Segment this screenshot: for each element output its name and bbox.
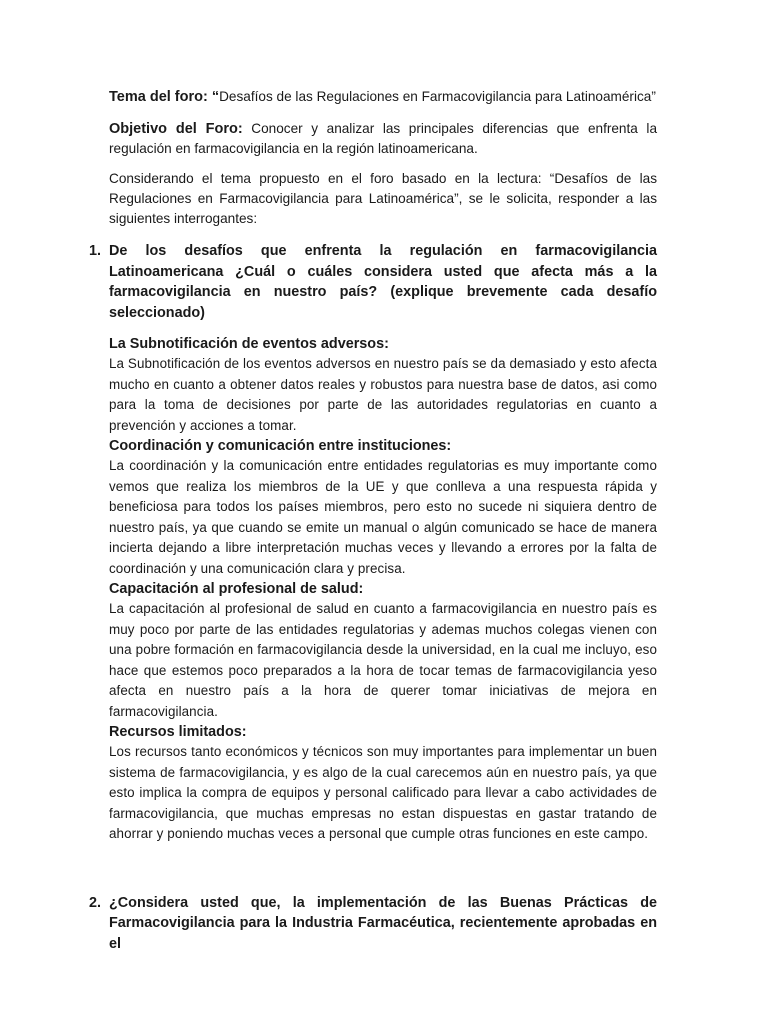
question-number: 1.	[89, 243, 102, 259]
answer-section	[109, 436, 657, 579]
forum-objective-label: Objetivo del Foro:	[109, 121, 243, 137]
section-title: Capacitación al profesional de salud:	[109, 581, 364, 597]
question-2	[89, 893, 657, 955]
answer-section	[109, 334, 657, 436]
answer-section	[109, 722, 657, 845]
forum-topic	[109, 86, 657, 107]
answer-section	[109, 579, 657, 722]
forum-topic-text: Desafíos de las Regulaciones en Farmacovigilancia para Latinoamérica”	[219, 89, 656, 104]
question-text: De los desafíos que enfrenta la regulación en farmacovigilancia Latinoamericana ¿Cuál o cuáles considera usted que afecta más a la farmacovigilancia en nuestro país? (explique brevemente cada desafío seleccionado)	[109, 243, 657, 321]
forum-objective	[109, 119, 657, 159]
question-number: 2.	[89, 894, 102, 911]
forum-intro: Considerando el tema propuesto en el foro basado en la lectura: “Desafíos de las Regulaciones en Farmacovigilancia para Latinoamérica”, se le solicita, responder a las siguientes interrogantes:	[109, 171, 657, 226]
section-body: La capacitación al profesional de salud en cuanto a farmacovigilancia en nuestro país es muy poco por parte de las entidades regulatorias y ademas muchos colegas vienen con una pobre formación en farmacovigilancia desde la universidad, en la cual me incluyo, eso hace que estemos poco preparados a la hora de tocar temas de farmacovigilancia yeso afecta en nuestro país a la hora de querer tomar iniciativas de mejora en farmacovigilancia.	[109, 601, 657, 719]
question-1	[89, 241, 657, 323]
section-title: Coordinación y comunicación entre instituciones:	[109, 438, 452, 454]
section-title: La Subnotificación de eventos adversos:	[109, 336, 389, 352]
section-body: La Subnotificación de los eventos adversos en nuestro país se da demasiado y esto afecta mucho en cuanto a obtener datos reales y robustos para nuestra base de datos, asi como para la toma de decisiones por parte de las autoridades regulatorias en cuanto a prevención y acciones a tomar.	[109, 356, 657, 433]
forum-objective-text: Conocer y analizar las principales diferencias que enfrenta la regulación en farmacovigilancia en la región latinoamericana.	[109, 121, 658, 156]
section-body: La coordinación y la comunicación entre entidades regulatorias es muy importante como vemos que realiza los miembros de la UE y que conlleva a una respuesta rápida y beneficiosa para todos los países miembros, pero esto no sucede ni siquiera dentro de nuestro país, ya que cuando se emite un manual o algún comunicado se hace de manera incierta dejando a libre interpretación muchas veces y llevando a errores por la falta de coordinación y una comunicación clara y precisa.	[109, 458, 657, 576]
section-body: Los recursos tanto económicos y técnicos son muy importantes para implementar un buen sistema de farmacovigilancia, y es algo de la cual carecemos aún en nuestro país, ya que esto implica la compra de equipos y personal calificado para llevar a cabo actividades de farmacovigilancia, que muchas empresas no estan dispuestas en gastar tratando de ahorrar y poniendo muchas veces a personal que cumple otras funciones en este campo.	[109, 744, 657, 841]
section-title: Recursos limitados:	[109, 724, 247, 740]
forum-topic-label: Tema del foro: “	[109, 89, 220, 105]
question-text: ¿Considera usted que, la implementación de las Buenas Prácticas de Farmacovigilancia para la Industria Farmacéutica, recientemente aprobadas en el	[109, 894, 657, 952]
